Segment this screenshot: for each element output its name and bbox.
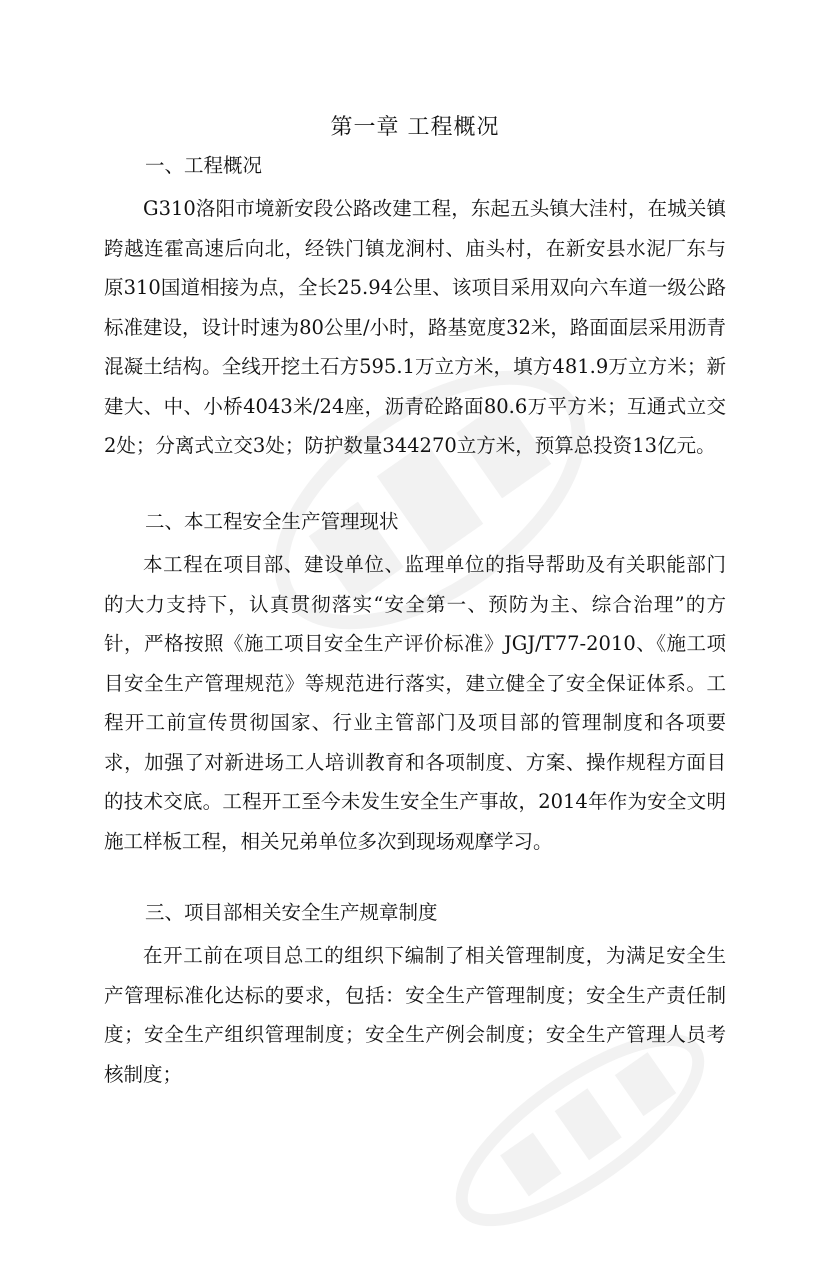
chapter-title: 第一章 工程概况 <box>330 115 500 140</box>
section-body-overview: G310洛阳市境新安段公路改建工程，东起五头镇大洼村，在城关镇跨越连霍高速后向北，经铁门镇龙涧村、庙头村，在新安县水泥厂东与原310国道相接为点，全长25.94公里、该项目采用双向六车道一级公路标准建设，设计时速为80公里/小时，路基宽度32米，路面面层采用沥青混凝土结构。全线开挖土石方595.1万立方米，填方481.9万立方米；新建大、中、小桥4043米/24座，沥青砼路面80.6万平方米；互通式立交2处；分离式立交3处；防护数量344270立方米，预算总投资13亿元。 <box>104 197 726 457</box>
section-heading-safety-status: 二、本工程安全生产管理现状 <box>145 510 399 533</box>
section-heading-regulations: 三、项目部相关安全生产规章制度 <box>145 901 438 924</box>
section-body-regulations: 在开工前在项目总工的组织下编制了相关管理制度，为满足安全生产管理标准化达标的要求，包括：安全生产管理制度；安全生产责任制度；安全生产组织管理制度；安全生产例会制度；安全生产管理人员考核制度； <box>104 944 726 1086</box>
section-body-safety-status: 本工程在项目部、建设单位、监理单位的指导帮助及有关职能部门的大力支持下，认真贯彻落实“安全第一、预防为主、综合治理”的方针，严格按照《施工项目安全生产评价标准》JGJ/T77-2010、《施工项目安全生产管理规范》等规范进行落实，建立健全了安全保证体系。工程开工前宣传贯彻国家、行业主管部门及项目部的管理制度和各项要求，加强了对新进场工人培训教育和各项制度、方案、操作规程方面目的技术交底。工程开工至今未发生安全生产事故，2014年作为安全文明施工样板工程，相关兄弟单位多次到现场观摩学习。 <box>104 553 726 853</box>
section-heading-overview: 一、工程概况 <box>145 154 263 177</box>
